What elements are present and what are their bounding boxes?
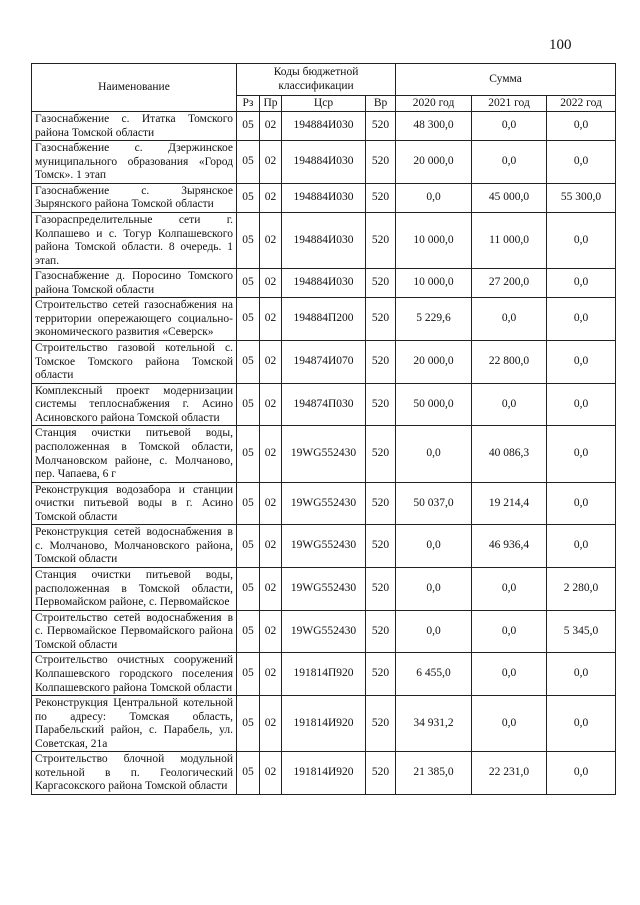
row-pr: 02 xyxy=(260,752,282,795)
table-row xyxy=(32,112,616,141)
row-rz: 05 xyxy=(237,183,260,212)
row-2022: 0,0 xyxy=(547,141,616,184)
table-row xyxy=(32,653,616,696)
row-name: Строительство блочной модульной котельной в п. Геологический Каргасокского района Томской области xyxy=(32,752,237,795)
row-name: Газораспределительные сети г. Колпашево и с. Тогур Колпашевского района Томской области. 8 очередь. 1 этап. xyxy=(32,212,237,268)
row-vr: 520 xyxy=(366,752,396,795)
row-2020: 0,0 xyxy=(396,426,472,482)
row-rz: 05 xyxy=(237,653,260,696)
row-2022: 0,0 xyxy=(547,269,616,298)
row-vr: 520 xyxy=(366,426,396,482)
row-name: Газоснабжение с. Итатка Томского района Томской области xyxy=(32,112,237,141)
row-2022: 0,0 xyxy=(547,112,616,141)
row-2020: 0,0 xyxy=(396,568,472,611)
row-pr: 02 xyxy=(260,568,282,611)
row-vr: 520 xyxy=(366,568,396,611)
row-2020: 48 300,0 xyxy=(396,112,472,141)
row-2020: 20 000,0 xyxy=(396,341,472,384)
table-row xyxy=(32,212,616,268)
row-2022: 0,0 xyxy=(547,525,616,568)
row-vr: 520 xyxy=(366,269,396,298)
row-2020: 5 229,6 xyxy=(396,298,472,341)
table-row xyxy=(32,752,616,795)
row-csr: 19WG552430 xyxy=(282,482,366,525)
row-vr: 520 xyxy=(366,298,396,341)
row-vr: 520 xyxy=(366,653,396,696)
row-csr: 194884П200 xyxy=(282,298,366,341)
row-2021: 0,0 xyxy=(472,696,547,752)
row-vr: 520 xyxy=(366,141,396,184)
row-2021: 11 000,0 xyxy=(472,212,547,268)
row-csr: 19WG552430 xyxy=(282,426,366,482)
row-rz: 05 xyxy=(237,112,260,141)
table-row xyxy=(32,141,616,184)
table-row xyxy=(32,269,616,298)
row-2021: 40 086,3 xyxy=(472,426,547,482)
row-name: Реконструкция водозабора и станции очистки питьевой воды в г. Асино Томской области xyxy=(32,482,237,525)
row-rz: 05 xyxy=(237,696,260,752)
row-name: Строительство сетей водоснабжения в с. Первомайское Первомайского района Томской области xyxy=(32,610,237,653)
row-csr: 19WG552430 xyxy=(282,610,366,653)
row-2021: 27 200,0 xyxy=(472,269,547,298)
row-2020: 50 037,0 xyxy=(396,482,472,525)
row-2020: 34 931,2 xyxy=(396,696,472,752)
row-pr: 02 xyxy=(260,183,282,212)
row-2021: 0,0 xyxy=(472,610,547,653)
table-row xyxy=(32,183,616,212)
row-rz: 05 xyxy=(237,426,260,482)
row-vr: 520 xyxy=(366,183,396,212)
row-vr: 520 xyxy=(366,696,396,752)
row-csr: 191814П920 xyxy=(282,653,366,696)
table-row xyxy=(32,426,616,482)
row-vr: 520 xyxy=(366,112,396,141)
header-2021: 2021 год xyxy=(472,96,547,112)
row-pr: 02 xyxy=(260,653,282,696)
row-rz: 05 xyxy=(237,525,260,568)
row-2022: 0,0 xyxy=(547,482,616,525)
table-row xyxy=(32,525,616,568)
row-name: Станция очистки питьевой воды, расположенная в Томской области, Молчановском районе, с. Молчаново, пер. Чапаева, 6 г xyxy=(32,426,237,482)
header-2020: 2020 год xyxy=(396,96,472,112)
row-name: Газоснабжение д. Поросино Томского района Томской области xyxy=(32,269,237,298)
row-2021: 46 936,4 xyxy=(472,525,547,568)
row-2021: 0,0 xyxy=(472,112,547,141)
row-csr: 191814И920 xyxy=(282,752,366,795)
row-vr: 520 xyxy=(366,525,396,568)
header-vr: Вр xyxy=(366,96,396,112)
table-row xyxy=(32,383,616,426)
table-row xyxy=(32,298,616,341)
row-2021: 0,0 xyxy=(472,383,547,426)
row-2021: 0,0 xyxy=(472,141,547,184)
row-2021: 0,0 xyxy=(472,653,547,696)
table-row xyxy=(32,696,616,752)
row-rz: 05 xyxy=(237,141,260,184)
row-rz: 05 xyxy=(237,383,260,426)
row-vr: 520 xyxy=(366,212,396,268)
row-2022: 2 280,0 xyxy=(547,568,616,611)
row-rz: 05 xyxy=(237,212,260,268)
row-2022: 0,0 xyxy=(547,426,616,482)
row-rz: 05 xyxy=(237,341,260,384)
row-2020: 21 385,0 xyxy=(396,752,472,795)
row-2020: 0,0 xyxy=(396,183,472,212)
row-2022: 0,0 xyxy=(547,383,616,426)
row-2022: 0,0 xyxy=(547,298,616,341)
row-name: Реконструкция сетей водоснабжения в с. Молчаново, Молчановского района, Томской области xyxy=(32,525,237,568)
row-2022: 55 300,0 xyxy=(547,183,616,212)
row-2020: 10 000,0 xyxy=(396,269,472,298)
row-vr: 520 xyxy=(366,383,396,426)
header-name: Наименование xyxy=(32,64,237,112)
row-name: Станция очистки питьевой воды, расположенная в Томской области, Первомайском районе, с. Первомайское xyxy=(32,568,237,611)
row-pr: 02 xyxy=(260,696,282,752)
row-2022: 0,0 xyxy=(547,752,616,795)
header-2022: 2022 год xyxy=(547,96,616,112)
table-row xyxy=(32,568,616,611)
row-name: Газоснабжение с. Зырянское Зырянского района Томской области xyxy=(32,183,237,212)
header-rz: Рз xyxy=(237,96,260,112)
header-pr: Пр xyxy=(260,96,282,112)
table-row xyxy=(32,341,616,384)
row-2020: 6 455,0 xyxy=(396,653,472,696)
row-2021: 19 214,4 xyxy=(472,482,547,525)
row-rz: 05 xyxy=(237,298,260,341)
row-pr: 02 xyxy=(260,426,282,482)
row-2021: 22 231,0 xyxy=(472,752,547,795)
row-csr: 19WG552430 xyxy=(282,568,366,611)
row-name: Строительство сетей газоснабжения на территории опережающего социально-экономического развития «Северск» xyxy=(32,298,237,341)
row-vr: 520 xyxy=(366,610,396,653)
row-2021: 0,0 xyxy=(472,298,547,341)
row-2022: 5 345,0 xyxy=(547,610,616,653)
row-pr: 02 xyxy=(260,298,282,341)
row-csr: 194884И030 xyxy=(282,112,366,141)
row-2020: 20 000,0 xyxy=(396,141,472,184)
row-2020: 10 000,0 xyxy=(396,212,472,268)
row-2020: 50 000,0 xyxy=(396,383,472,426)
budget-table xyxy=(31,63,616,795)
row-2022: 0,0 xyxy=(547,653,616,696)
row-2021: 0,0 xyxy=(472,568,547,611)
row-2021: 22 800,0 xyxy=(472,341,547,384)
row-2022: 0,0 xyxy=(547,212,616,268)
header-codes: Коды бюджетной классификации xyxy=(237,64,396,96)
row-pr: 02 xyxy=(260,610,282,653)
table-row xyxy=(32,482,616,525)
row-pr: 02 xyxy=(260,112,282,141)
row-name: Строительство газовой котельной с. Томское Томского района Томской области xyxy=(32,341,237,384)
row-vr: 520 xyxy=(366,341,396,384)
row-csr: 194884И030 xyxy=(282,212,366,268)
row-pr: 02 xyxy=(260,383,282,426)
row-pr: 02 xyxy=(260,341,282,384)
row-csr: 194884И030 xyxy=(282,183,366,212)
row-rz: 05 xyxy=(237,568,260,611)
row-2020: 0,0 xyxy=(396,525,472,568)
row-rz: 05 xyxy=(237,610,260,653)
row-csr: 194874П030 xyxy=(282,383,366,426)
row-name: Газоснабжение с. Дзержинское муниципального образования «Город Томск». 1 этап xyxy=(32,141,237,184)
row-pr: 02 xyxy=(260,212,282,268)
header-sum: Сумма xyxy=(396,64,616,96)
row-pr: 02 xyxy=(260,141,282,184)
row-vr: 520 xyxy=(366,482,396,525)
header-row-top xyxy=(32,64,616,96)
row-csr: 19WG552430 xyxy=(282,525,366,568)
row-csr: 194884И030 xyxy=(282,269,366,298)
row-csr: 191814И920 xyxy=(282,696,366,752)
row-rz: 05 xyxy=(237,482,260,525)
row-2021: 45 000,0 xyxy=(472,183,547,212)
row-rz: 05 xyxy=(237,752,260,795)
row-rz: 05 xyxy=(237,269,260,298)
row-pr: 02 xyxy=(260,269,282,298)
row-pr: 02 xyxy=(260,525,282,568)
row-2022: 0,0 xyxy=(547,341,616,384)
row-name: Реконструкция Центральной котельной по адресу: Томская область, Парабельский район, с. Парабель, ул. Советская, 21а xyxy=(32,696,237,752)
row-name: Строительство очистных сооружений Колпашевского городского поселения Колпашевского района Томской области xyxy=(32,653,237,696)
table-row xyxy=(32,610,616,653)
page-number: 100 xyxy=(549,37,572,53)
row-csr: 194874И070 xyxy=(282,341,366,384)
row-2020: 0,0 xyxy=(396,610,472,653)
header-csr: Цср xyxy=(282,96,366,112)
row-2022: 0,0 xyxy=(547,696,616,752)
row-name: Комплексный проект модернизации системы теплоснабжения г. Асино Асиновского района Томской области xyxy=(32,383,237,426)
row-pr: 02 xyxy=(260,482,282,525)
row-csr: 194884И030 xyxy=(282,141,366,184)
